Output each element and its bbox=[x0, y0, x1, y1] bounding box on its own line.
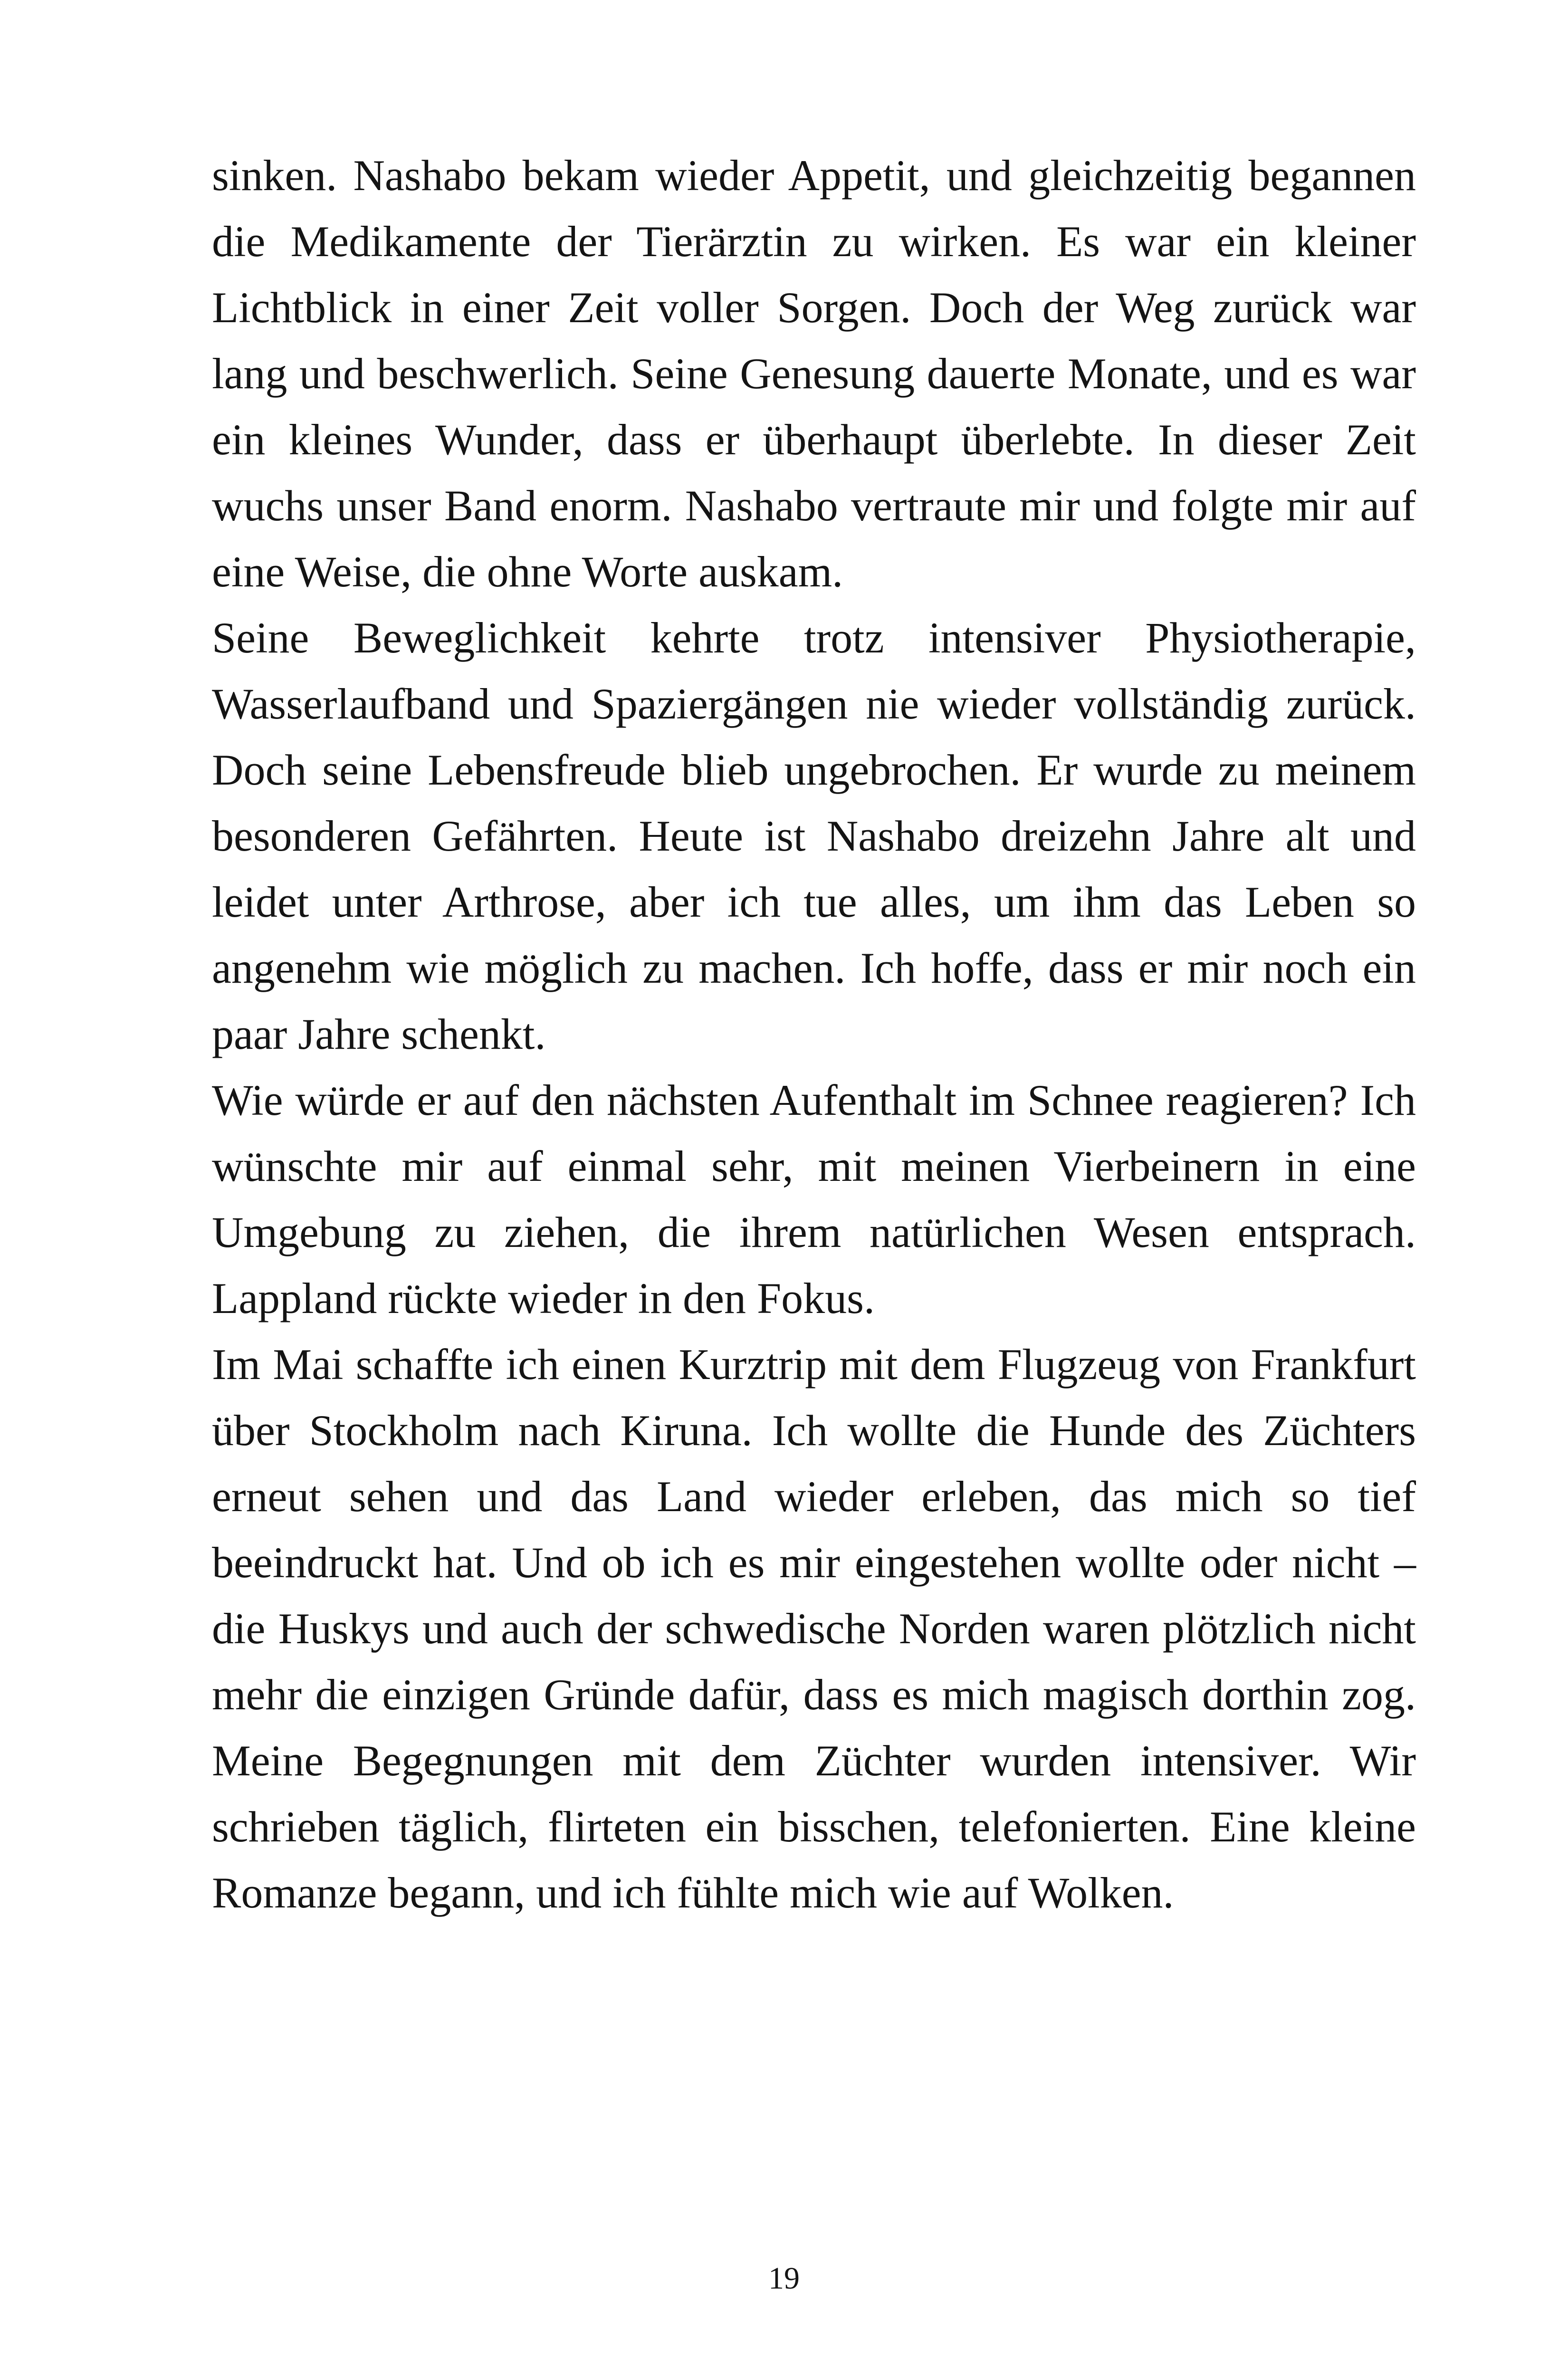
paragraph: Im Mai schaffte ich einen Kurztrip mit dem Flugzeug von Frankfurt über Stockholm nach Kiruna. Ich wollte die Hunde des Züchters erneut sehen und das Land wieder erleben, das mich so tief beeindruckt hat. Und ob ich es mir eingestehen wollte oder nicht – die Huskys und auch der schwedische Norden waren plötzlich nicht mehr die einzigen Gründe dafür, dass es mich magisch dorthin zog. Meine Begegnungen mit dem Züchter wurden intensiver. Wir schrieben täglich, flirteten ein bisschen, telefonierten. Eine kleine Romanze begann, und ich fühlte mich wie auf Wolken. bbox=[212, 1340, 1416, 1917]
paragraph: Wie würde er auf den nächsten Aufenthalt im Schnee reagieren? Ich wünschte mir auf einmal sehr, mit meinen Vierbeinern in eine Umgebung zu ziehen, die ihrem natürlichen Wesen entsprach. Lappland rückte wieder in den Fokus. bbox=[212, 1076, 1416, 1322]
paragraph: sinken. Nashabo bekam wieder Appetit, und gleichzeitig begannen die Medikamente der Tierärztin zu wirken. Es war ein kleiner Lichtblick in einer Zeit voller Sorgen. Doch der Weg zurück war lang und beschwerlich. Seine Genesung dauerte Monate, und es war ein kleines Wunder, dass er überhaupt überlebte. In dieser Zeit wuchs unser Band enorm. Nashabo vertraute mir und folgte mir auf eine Weise, die ohne Worte auskam. bbox=[212, 151, 1416, 596]
paragraph: Seine Beweglichkeit kehrte trotz intensiver Physiotherapie, Wasserlaufband und Spaziergängen nie wieder vollständig zurück. Doch seine Lebensfreude blieb ungebrochen. Er wurde zu meinem besonderen Gefährten. Heute ist Nashabo dreizehn Jahre alt und leidet unter Arthrose, aber ich tue alles, um ihm das Leben so angenehm wie möglich zu machen. Ich hoffe, dass er mir noch ein paar Jahre schenkt. bbox=[212, 613, 1416, 1058]
page-number: 19 bbox=[768, 2261, 800, 2296]
body-text bbox=[212, 143, 1416, 1926]
